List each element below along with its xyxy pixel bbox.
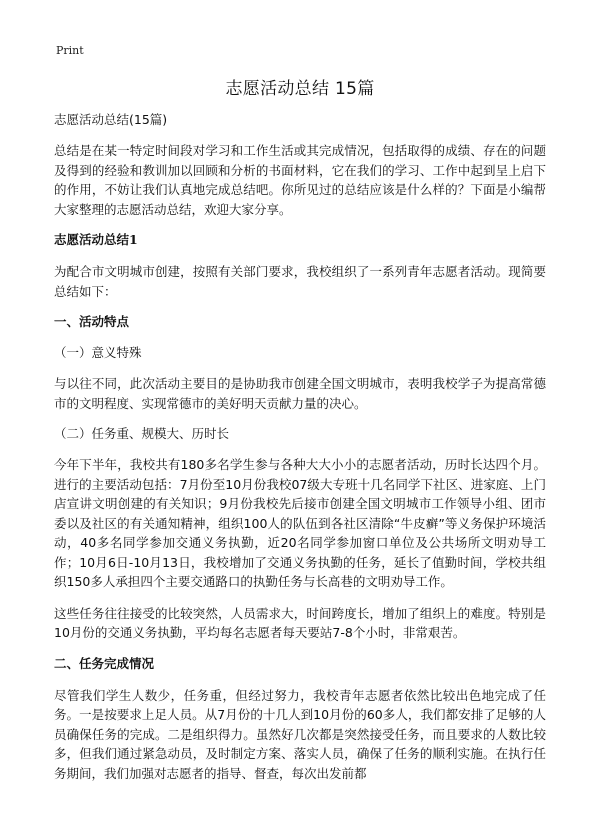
section-intro-paragraph: 为配合市文明城市创建，按照有关部门要求，我校组织了一系列青年志愿者活动。现简要总结如下： — [54, 264, 546, 299]
subheading-heavy-tasks: （二）任务重、规模大、历时长 — [54, 426, 230, 441]
part-heading-task-completion: 二、任务完成情况 — [54, 655, 155, 671]
document-subtitle: 志愿活动总结(15篇) — [54, 112, 168, 127]
paragraph-heavy-tasks: 今年下半年，我校共有180多名学生参与各种大大小小的志愿者活动，历时长达四个月。进行的主要活动包括：7月份至10月份我校07级大专班十几名同学下社区、进家庭、上门店宣讲文明创建的有关知识；9月份我校先后接市创建全国文明城市工作领导小组、团市委以及社区的有关通知精神，组织100人的队伍到各社区清除“牛皮癣”等义务保护环境活动，40多名同学参加交通义务执勤，近20名同学参加窗口单位及公共场所文明劝导工作；10月6日-10月13日，我校增加了交通义务执勤的任务，延长了值勤时间，学校共组织150多人承担四个主要交通路口的执勤任务与长高巷的文明劝导工作。 — [54, 457, 546, 589]
section-heading: 志愿活动总结1 — [54, 232, 138, 247]
paragraph-task-completion: 尽管我们学生人数少，任务重，但经过努力，我校青年志愿者依然比较出色地完成了任务。一是按要求上足人员。从7月份的十几人到10月份的60多人，我们都安排了足够的人员确保任务的完成。二是组织得力。虽然好几次都是突然接受任务，而且要求的人数比较多，但我们通过紧急动员，及时制定方案、落实人员，确保了任务的顺利实施。在执行任务期间，我们加强对志愿者的指导、督查，每次出发前都 — [54, 687, 546, 781]
intro-paragraph: 总结是在某一特定时间段对学习和工作生活或其完成情况，包括取得的成绩、存在的问题及得到的经验和教训加以回顾和分析的书面材料，它在我们的学习、工作中起到呈上启下的作用，不妨让我们认真地完成总结吧。你所见过的总结应该是什么样的？下面是小编帮大家整理的志愿活动总结，欢迎大家分享。 — [54, 143, 546, 217]
part-heading-activity-features: 一、活动特点 — [54, 314, 130, 329]
print-label: Print — [56, 44, 84, 57]
paragraph-task-difficulty: 这些任务往往接受的比较突然，人员需求大，时间跨度长，增加了组织上的难度。特别是10月份的交通义务执勤，平均每名志愿者每天要站7-8个小时，非常艰苦。 — [54, 605, 546, 640]
paragraph-special-meaning: 与以往不同，此次活动主要目的是协助我市创建全国文明城市，表明我校学子为提高常德市的文明程度、实现常德市的美好明天贡献力量的决心。 — [54, 376, 546, 411]
page-title: 志愿活动总结 15篇 — [225, 79, 375, 99]
subheading-special-meaning: （一）意义特殊 — [54, 345, 142, 360]
